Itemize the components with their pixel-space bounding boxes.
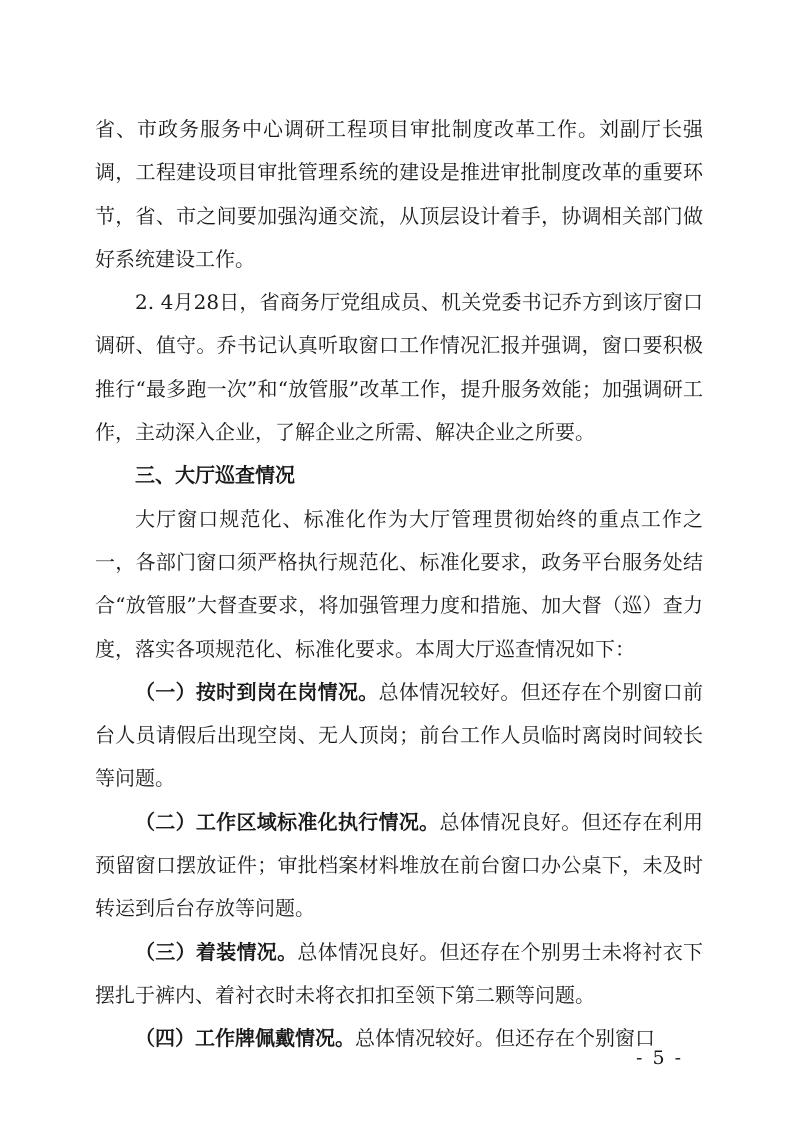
paragraph-badge — [95, 1017, 703, 1060]
paragraph-item-2: 2. 4月28日，省商务厅党组成员、机关党委书记乔方到该厅窗口调研、值守。乔书记认真听取窗口工作情况汇报并强调，窗口要积极推行“最多跑一次”和“放管服”改革工作，提升服务效能；加强调研工作，主动深入企业，了解企业之所需、解决企业之所要。 — [95, 290, 703, 445]
item-lead-dress: （三）着装情况。 — [135, 939, 298, 964]
item-lead-work-area: （二）工作区域标准化执行情况。 — [135, 809, 440, 834]
paragraph-continuation: 省、市政务服务中心调研工程项目审批制度改革工作。刘副厅长强调，工程建设项目审批管理系统的建设是推进审批制度改革的重要环节，省、市之间要加强沟通交流，从顶层设计着手，协调相关部门做好系统建设工作。 — [95, 117, 703, 271]
page-number: - 5 - — [636, 1047, 684, 1069]
item-text-work-area: 总体情况良好。但还存在利用预留窗口摆放证件；审批档案材料堆放在前台窗口办公桌下，未及时转运到后台存放等问题。 — [95, 809, 704, 921]
document-body — [95, 108, 703, 1061]
paragraph-intro: 大厅窗口规范化、标准化作为大厅管理贯彻始终的重点工作之一，各部门窗口须严格执行规范化、标准化要求，政务平台服务处结合“放管服”大督查要求，将加强管理力度和措施、加大督（巡）查力度，落实各项规范化、标准化要求。本周大厅巡查情况如下： — [95, 506, 703, 661]
item-lead-punctuality: （一）按时到岗在岗情况。 — [135, 679, 379, 704]
section-heading: 三、大厅巡查情况 — [135, 463, 295, 488]
item-text-dress: 总体情况良好。但还存在个别男士未将衬衣下摆扎于裤内、着衬衣时未将衣扣扣至领下第二颗等问题。 — [95, 939, 704, 1007]
paragraph-punctuality — [95, 671, 703, 801]
item-text-punctuality: 总体情况较好。但还存在个别窗口前台人员请假后出现空岗、无人顶岗；前台工作人员临时离岗时间较长等问题。 — [95, 679, 704, 791]
paragraph-work-area — [95, 801, 703, 931]
paragraph-dress — [95, 931, 703, 1018]
item-text-badge: 总体情况较好。但还存在个别窗口 — [355, 1026, 655, 1051]
item-lead-badge: （四）工作牌佩戴情况。 — [135, 1026, 355, 1051]
